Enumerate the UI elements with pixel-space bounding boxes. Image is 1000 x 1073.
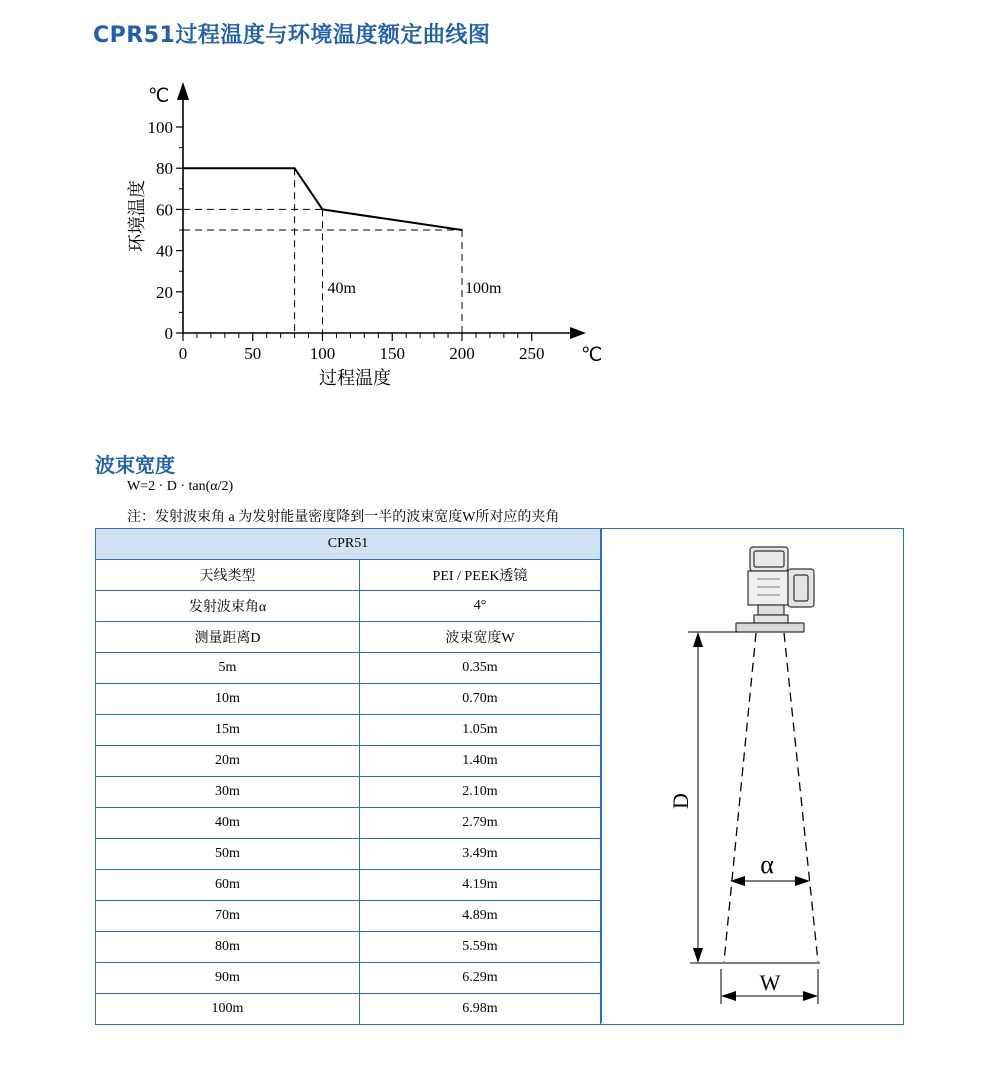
x-axis-label: 过程温度 [319, 368, 391, 388]
table-cell-left: 发射波束角α [96, 591, 360, 622]
table-row [96, 777, 601, 808]
series-point [294, 167, 296, 169]
table-row [96, 715, 601, 746]
y-tick-label: 60 [156, 200, 173, 220]
table-header: CPR51 [96, 529, 601, 560]
table-row [96, 870, 601, 901]
formula: W=2 · D · tan(α/2) [127, 479, 234, 494]
x-tick-label: 100 [309, 344, 336, 363]
width-label: W [759, 970, 781, 995]
beam-width-table [96, 529, 601, 1025]
table-cell-right: 6.29m [360, 963, 601, 994]
y-unit-label: ℃ [148, 86, 170, 107]
table-row [96, 653, 601, 684]
table-cell-right: 5.59m [360, 932, 601, 963]
note: 注：发射波束角 a 为发射能量密度降到一半的波束宽度W所对应的夹角 [127, 510, 560, 525]
beam-cone [724, 633, 818, 962]
distance-label: D [668, 793, 693, 809]
distance-dimension [668, 632, 703, 963]
y-tick-label: 100 [147, 118, 173, 137]
table-row [96, 591, 601, 622]
table-cell-left: 60m [96, 870, 360, 901]
sensor-device-icon [736, 547, 814, 632]
table-row [96, 932, 601, 963]
y-axis-arrow [177, 82, 189, 100]
table-cell-left: 50m [96, 839, 360, 870]
beam-width-panel [95, 528, 904, 1025]
series-point [182, 167, 184, 169]
x-axis-arrow [570, 327, 586, 339]
table-cell-right: 波束宽度W [360, 622, 601, 653]
table-cell-left: 30m [96, 777, 360, 808]
annotation-100m: 100m [465, 280, 502, 297]
table-row [96, 746, 601, 777]
table-row [96, 994, 601, 1025]
table-cell-right: 1.40m [360, 746, 601, 777]
y-tick-label: 20 [156, 282, 173, 302]
y-axis-label: 环境温度 [127, 180, 147, 252]
beam-diagram [601, 529, 903, 1023]
table-cell-left: 100m [96, 994, 360, 1025]
table-cell-left: 天线类型 [96, 560, 360, 591]
table-row [96, 901, 601, 932]
section-title: 波束宽度 [95, 453, 175, 477]
table-cell-right: 0.70m [360, 684, 601, 715]
table-row [96, 839, 601, 870]
annotation-40m: 40m [327, 280, 356, 297]
x-tick-label: 0 [178, 344, 188, 363]
alpha-label: α [760, 850, 774, 879]
table-cell-right: 4.89m [360, 901, 601, 932]
table-cell-left: 70m [96, 901, 360, 932]
table-cell-left: 90m [96, 963, 360, 994]
table-cell-left: 15m [96, 715, 360, 746]
width-dimension [721, 969, 818, 1004]
y-tick-label: 80 [156, 159, 173, 179]
chart-title: CPR51过程温度与环境温度额定曲线图 [93, 23, 491, 48]
table-row [96, 684, 601, 715]
table-cell-left: 5m [96, 653, 360, 684]
y-tick-label: 0 [164, 324, 173, 343]
table-cell-right: 2.79m [360, 808, 601, 839]
table-row [96, 560, 601, 591]
series-point [461, 229, 463, 231]
table-cell-right: 3.49m [360, 839, 601, 870]
table-cell-right: 0.35m [360, 653, 601, 684]
table-row [96, 808, 601, 839]
series-line [183, 168, 462, 230]
x-unit-label: ℃ [581, 345, 603, 366]
table-cell-left: 20m [96, 746, 360, 777]
table-header-row [96, 529, 601, 560]
table-cell-right: PEI / PEEK透镜 [360, 560, 601, 591]
y-tick-label: 40 [156, 241, 173, 261]
beam-diagram-svg [602, 529, 902, 1023]
series-point [322, 209, 324, 211]
temperature-chart [0, 0, 1000, 420]
table-cell-right: 6.98m [360, 994, 601, 1025]
angle-dimension [730, 850, 810, 886]
table-cell-right: 4° [360, 591, 601, 622]
table-cell-left: 10m [96, 684, 360, 715]
table-row [96, 963, 601, 994]
table-cell-right: 1.05m [360, 715, 601, 746]
x-tick-label: 150 [379, 344, 405, 363]
table-cell-left: 80m [96, 932, 360, 963]
table-row [96, 622, 601, 653]
table-cell-right: 4.19m [360, 870, 601, 901]
table-cell-left: 40m [96, 808, 360, 839]
table-cell-right: 2.10m [360, 777, 601, 808]
x-tick-label: 250 [519, 344, 545, 363]
x-tick-label: 50 [244, 344, 262, 363]
table-cell-left: 测量距离D [96, 622, 360, 653]
x-tick-label: 200 [449, 344, 475, 363]
